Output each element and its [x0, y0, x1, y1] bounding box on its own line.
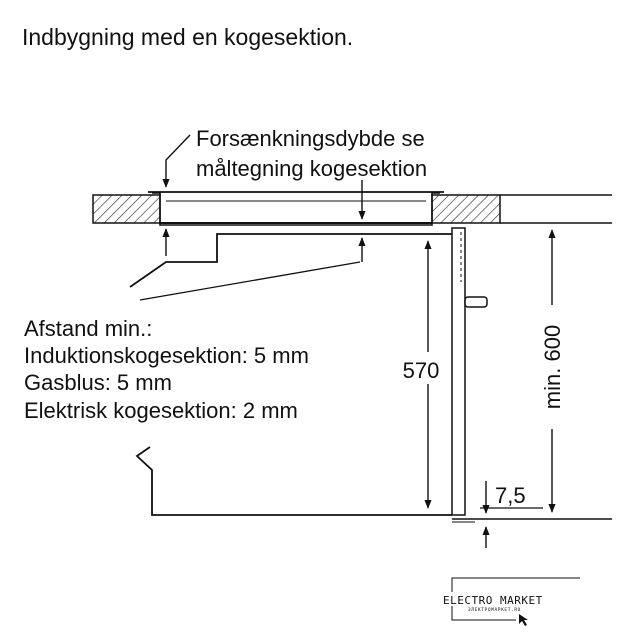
diagram-title: Indbygning med en kogesektion.	[22, 24, 354, 50]
countertop-left-section	[93, 195, 160, 223]
clearance-note-gas: Gasblus: 5 mm	[24, 370, 172, 395]
oven-bottom-edge	[137, 447, 452, 515]
oven-height-value: 570	[402, 358, 440, 383]
countertop	[93, 195, 612, 223]
niche-height-value: min. 600	[540, 324, 565, 410]
logo-name: ELECTRO MARKET	[443, 594, 543, 607]
bottom-gap-dimension	[480, 481, 543, 548]
recess-depth-label-line2: måltegning kogesektion	[196, 156, 428, 181]
clearance-note-electric: Elektrisk kogesektion: 2 mm	[24, 398, 298, 423]
hob-outline	[152, 193, 440, 225]
logo-tagline: ЭЛЕКТРОМАРКЕТ.RU	[468, 608, 521, 613]
niche-height-dimension	[536, 230, 568, 512]
cursor-icon	[519, 614, 528, 626]
clearance-note-induction: Induktionskogesektion: 5 mm	[24, 343, 309, 368]
oven-door	[452, 228, 465, 515]
bottom-gap-value: 7,5	[495, 483, 526, 508]
logo-frame-top	[452, 578, 580, 592]
clearance-leader	[140, 262, 360, 300]
oven-height-dimension	[398, 241, 446, 508]
clearance-note-title: Afstand min.:	[24, 316, 153, 341]
hob	[148, 192, 444, 225]
control-knob	[465, 297, 487, 307]
oven-top-and-back	[130, 234, 452, 287]
recess-depth-label-line1: Forsænkningsdybde se	[196, 126, 425, 151]
countertop-right-section	[432, 195, 500, 223]
electro-market-logo	[443, 578, 580, 626]
recess-depth-leader	[166, 135, 190, 187]
